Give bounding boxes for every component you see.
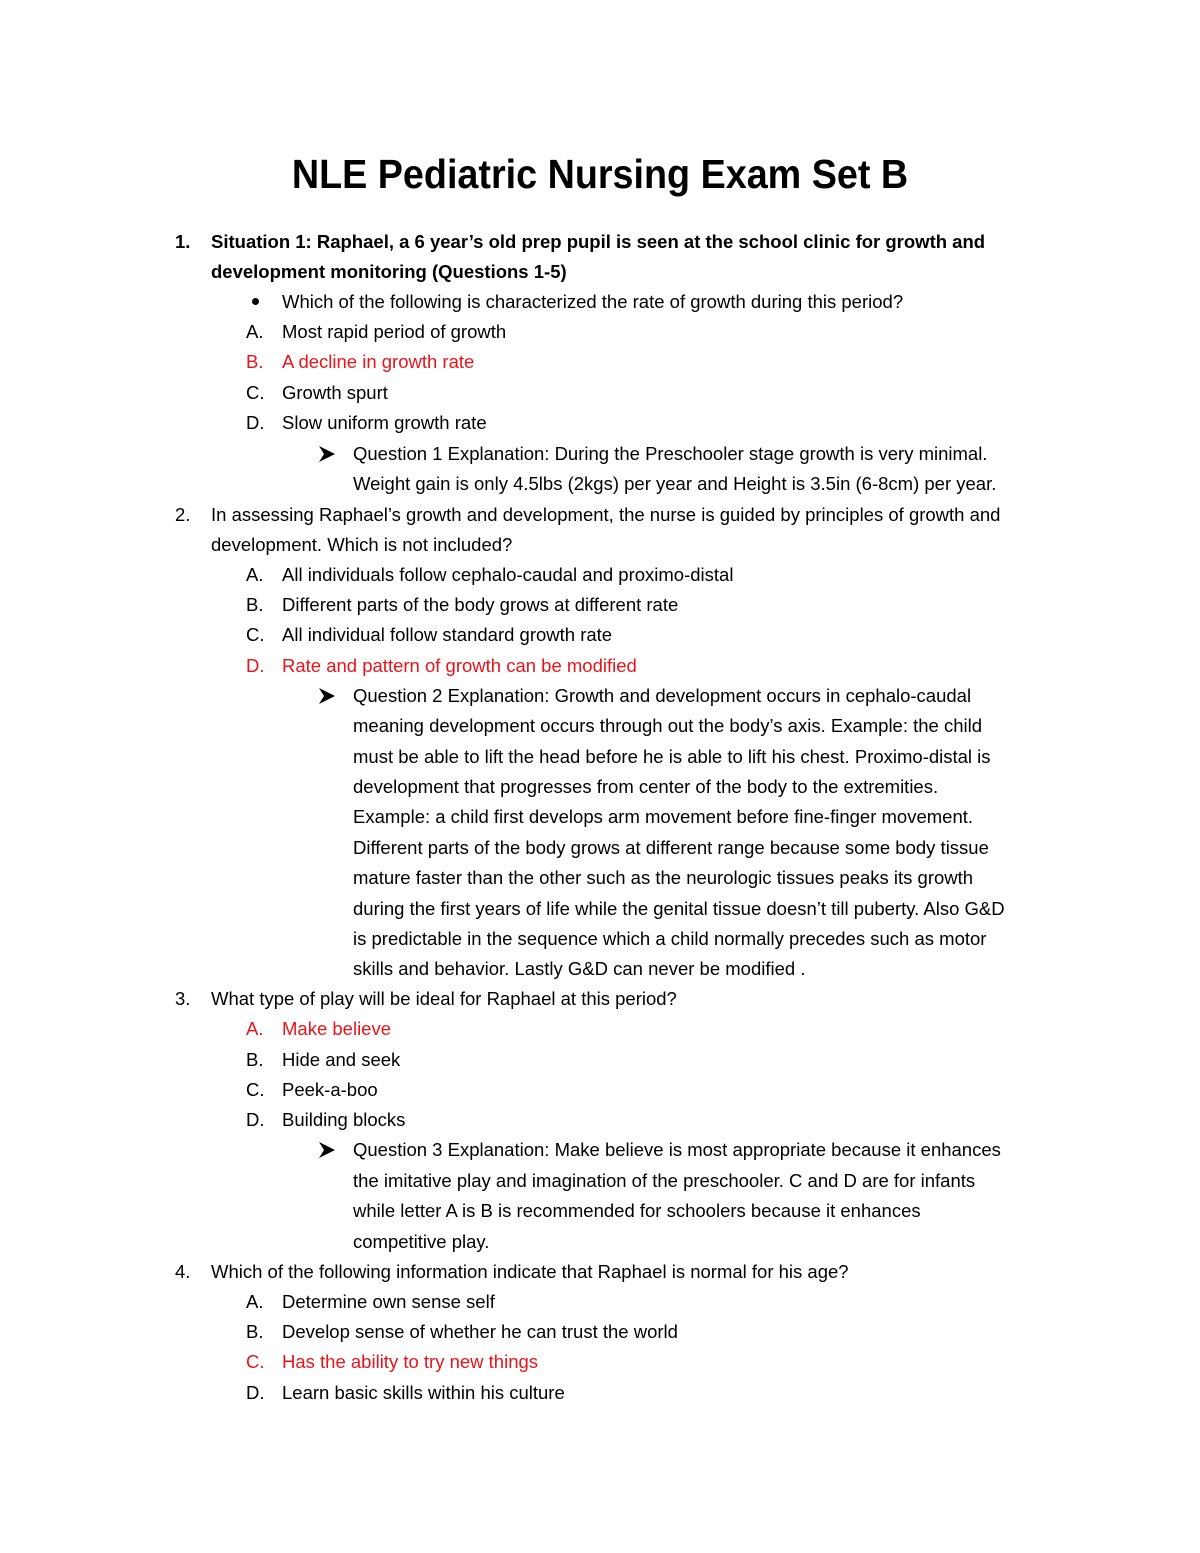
option-text: Different parts of the body grows at different rate: [282, 594, 679, 615]
correct-answer-text: Make believe: [282, 1018, 392, 1039]
option-text: All individual follow standard growth rate: [282, 624, 613, 645]
question-number: 2.: [175, 504, 191, 525]
option-text: Determine own sense self: [282, 1291, 495, 1312]
question-text: development. Which is not included?: [211, 534, 513, 555]
explanation-text: Example: a child first develops arm movement before fine-finger movement.: [353, 806, 974, 827]
question-text: Which of the following information indicate that Raphael is normal for his age?: [211, 1261, 849, 1282]
explanation-text: mature faster than the other such as the neurologic tissues peaks its growth: [353, 867, 974, 888]
option-letter: C.: [246, 1079, 265, 1100]
option-text: All individuals follow cephalo-caudal and proximo-distal: [282, 564, 734, 585]
question-number: 4.: [175, 1261, 191, 1282]
explanation-text: competitive play.: [353, 1231, 490, 1252]
option-text: Develop sense of whether he can trust the world: [282, 1321, 678, 1342]
explanation-text: Different parts of the body grows at different range because some body tissue: [353, 837, 989, 858]
question-text: In assessing Raphael’s growth and development, the nurse is guided by principles of growth and: [211, 504, 1001, 525]
document-title: NLE Pediatric Nursing Exam Set B: [291, 151, 909, 197]
option-letter: A.: [246, 321, 264, 342]
option-letter: C.: [246, 624, 265, 645]
option-text: Building blocks: [282, 1109, 406, 1130]
question-number: 1.: [175, 231, 191, 252]
explanation-text: Question 3 Explanation: Make believe is most appropriate because it enhances: [353, 1139, 1001, 1160]
correct-answer-text: Has the ability to try new things: [282, 1351, 539, 1372]
option-text: Most rapid period of growth: [282, 321, 507, 342]
explanation-text: development that progresses from center of the body to the extremities.: [353, 776, 939, 797]
option-letter: D.: [246, 412, 265, 433]
option-letter: B.: [246, 1321, 264, 1342]
option-text: Growth spurt: [282, 382, 388, 403]
question-text: What type of play will be ideal for Raphael at this period?: [211, 988, 677, 1009]
explanation-text: meaning development occurs through out the body’s axis. Example: the child: [353, 715, 983, 736]
option-text: Slow uniform growth rate: [282, 412, 487, 433]
option-letter: C.: [246, 1351, 265, 1372]
option-text: Hide and seek: [282, 1049, 401, 1070]
option-letter: A.: [246, 564, 264, 585]
question-text: Which of the following is characterized the rate of growth during this period?: [282, 291, 904, 312]
arrowhead-bullet-icon: [318, 445, 336, 463]
option-text: Learn basic skills within his culture: [282, 1382, 565, 1403]
correct-answer-text: Rate and pattern of growth can be modified: [282, 655, 637, 676]
explanation-text: while letter A is B is recommended for schoolers because it enhances: [353, 1200, 921, 1221]
explanation-text: the imitative play and imagination of the preschooler. C and D are for infants: [353, 1170, 976, 1191]
explanation-text: Question 2 Explanation: Growth and development occurs in cephalo-caudal: [353, 685, 972, 706]
option-letter: D.: [246, 1382, 265, 1403]
question-number: 3.: [175, 988, 191, 1009]
option-letter: D.: [246, 655, 265, 676]
bullet-icon: [252, 298, 259, 305]
explanation-text: must be able to lift the head before he is able to lift his chest. Proximo-distal is: [353, 746, 991, 767]
explanation-text: skills and behavior. Lastly G&D can never be modified .: [353, 958, 806, 979]
option-letter: D.: [246, 1109, 265, 1130]
option-letter: A.: [246, 1291, 264, 1312]
explanation-text: Weight gain is only 4.5lbs (2kgs) per year and Height is 3.5in (6-8cm) per year.: [353, 473, 997, 494]
explanation-text: is predictable in the sequence which a child normally precedes such as motor: [353, 928, 987, 949]
arrowhead-bullet-icon: [318, 1141, 336, 1159]
situation-text: Situation 1: Raphael, a 6 year’s old prep pupil is seen at the school clinic for growth and: [211, 231, 986, 252]
option-letter: A.: [246, 1018, 264, 1039]
option-letter: C.: [246, 382, 265, 403]
option-letter: B.: [246, 1049, 264, 1070]
option-letter: B.: [246, 351, 264, 372]
option-letter: B.: [246, 594, 264, 615]
correct-answer-text: A decline in growth rate: [282, 351, 475, 372]
arrowhead-bullet-icon: [318, 687, 336, 705]
explanation-text: Question 1 Explanation: During the Preschooler stage growth is very minimal.: [353, 443, 988, 464]
option-text: Peek-a-boo: [282, 1079, 378, 1100]
explanation-text: during the first years of life while the genital tissue doesn’t till puberty. Also G&D: [353, 898, 1005, 919]
situation-text: development monitoring (Questions 1-5): [211, 261, 567, 282]
